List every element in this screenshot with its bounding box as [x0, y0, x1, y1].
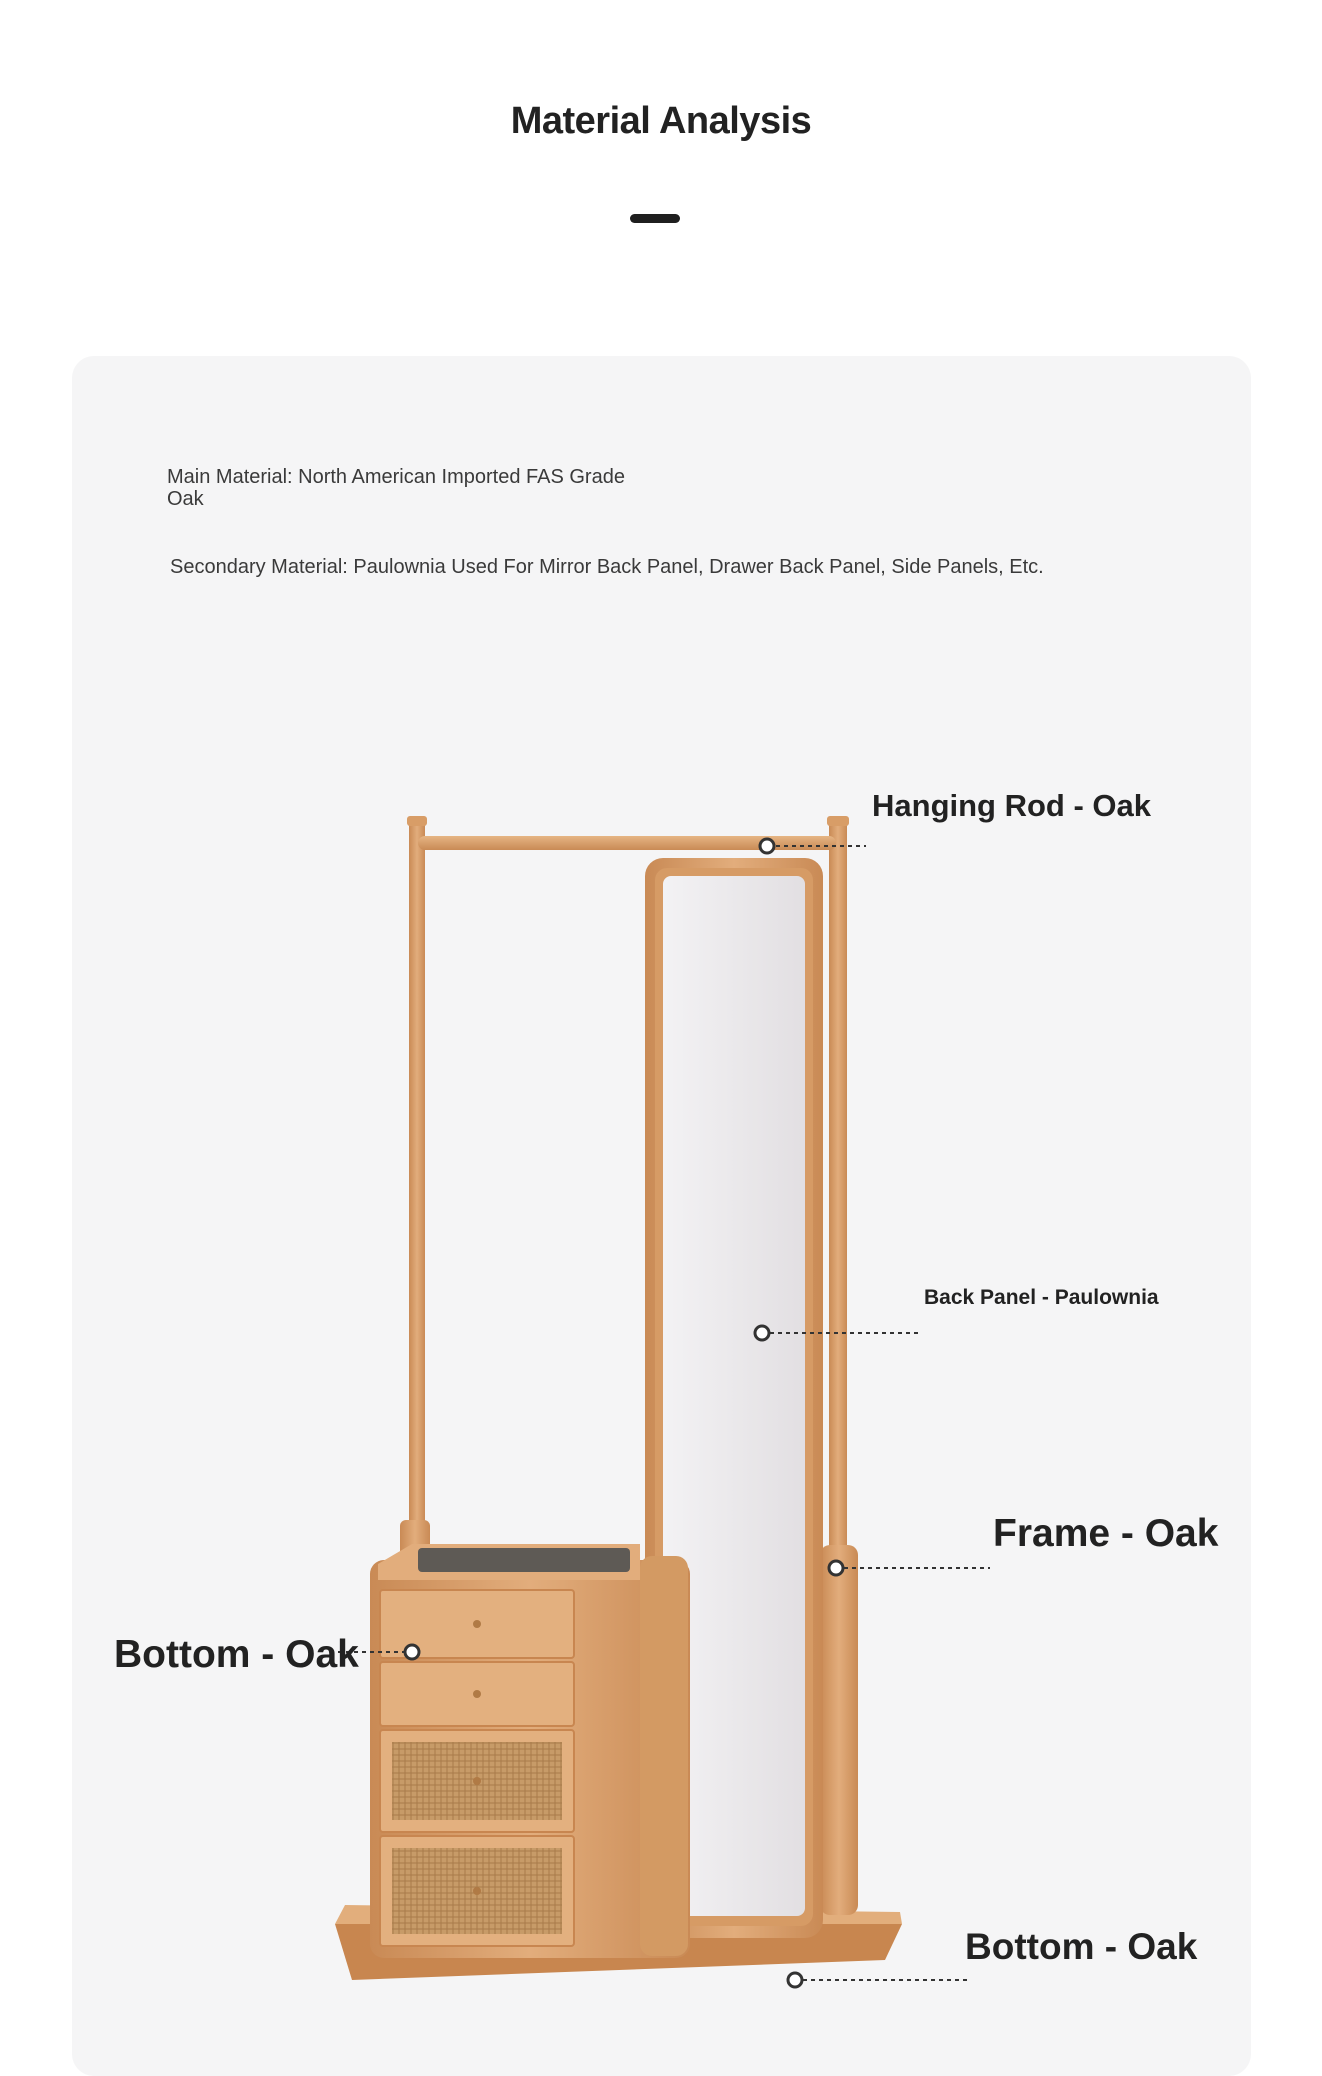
left-post [400, 816, 430, 1568]
dresser [370, 1544, 690, 1958]
callout-back-panel: Back Panel - Paulownia [924, 1286, 1159, 1309]
secondary-material-text: Secondary Material: Paulownia Used For Mirror Back Panel, Drawer Back Panel, Side Panels, Etc. [170, 556, 1044, 578]
right-post [820, 816, 858, 1915]
page-title: Material Analysis [510, 100, 812, 142]
callout-bottom-right: Bottom - Oak [965, 1926, 1198, 1967]
callout-hanging-rod: Hanging Rod - Oak [872, 788, 1151, 823]
callout-frame: Frame - Oak [993, 1512, 1219, 1555]
main-material-text: Main Material: North American Imported FAS Grade Oak [167, 466, 625, 510]
callout-bottom-left: Bottom - Oak [114, 1633, 359, 1676]
